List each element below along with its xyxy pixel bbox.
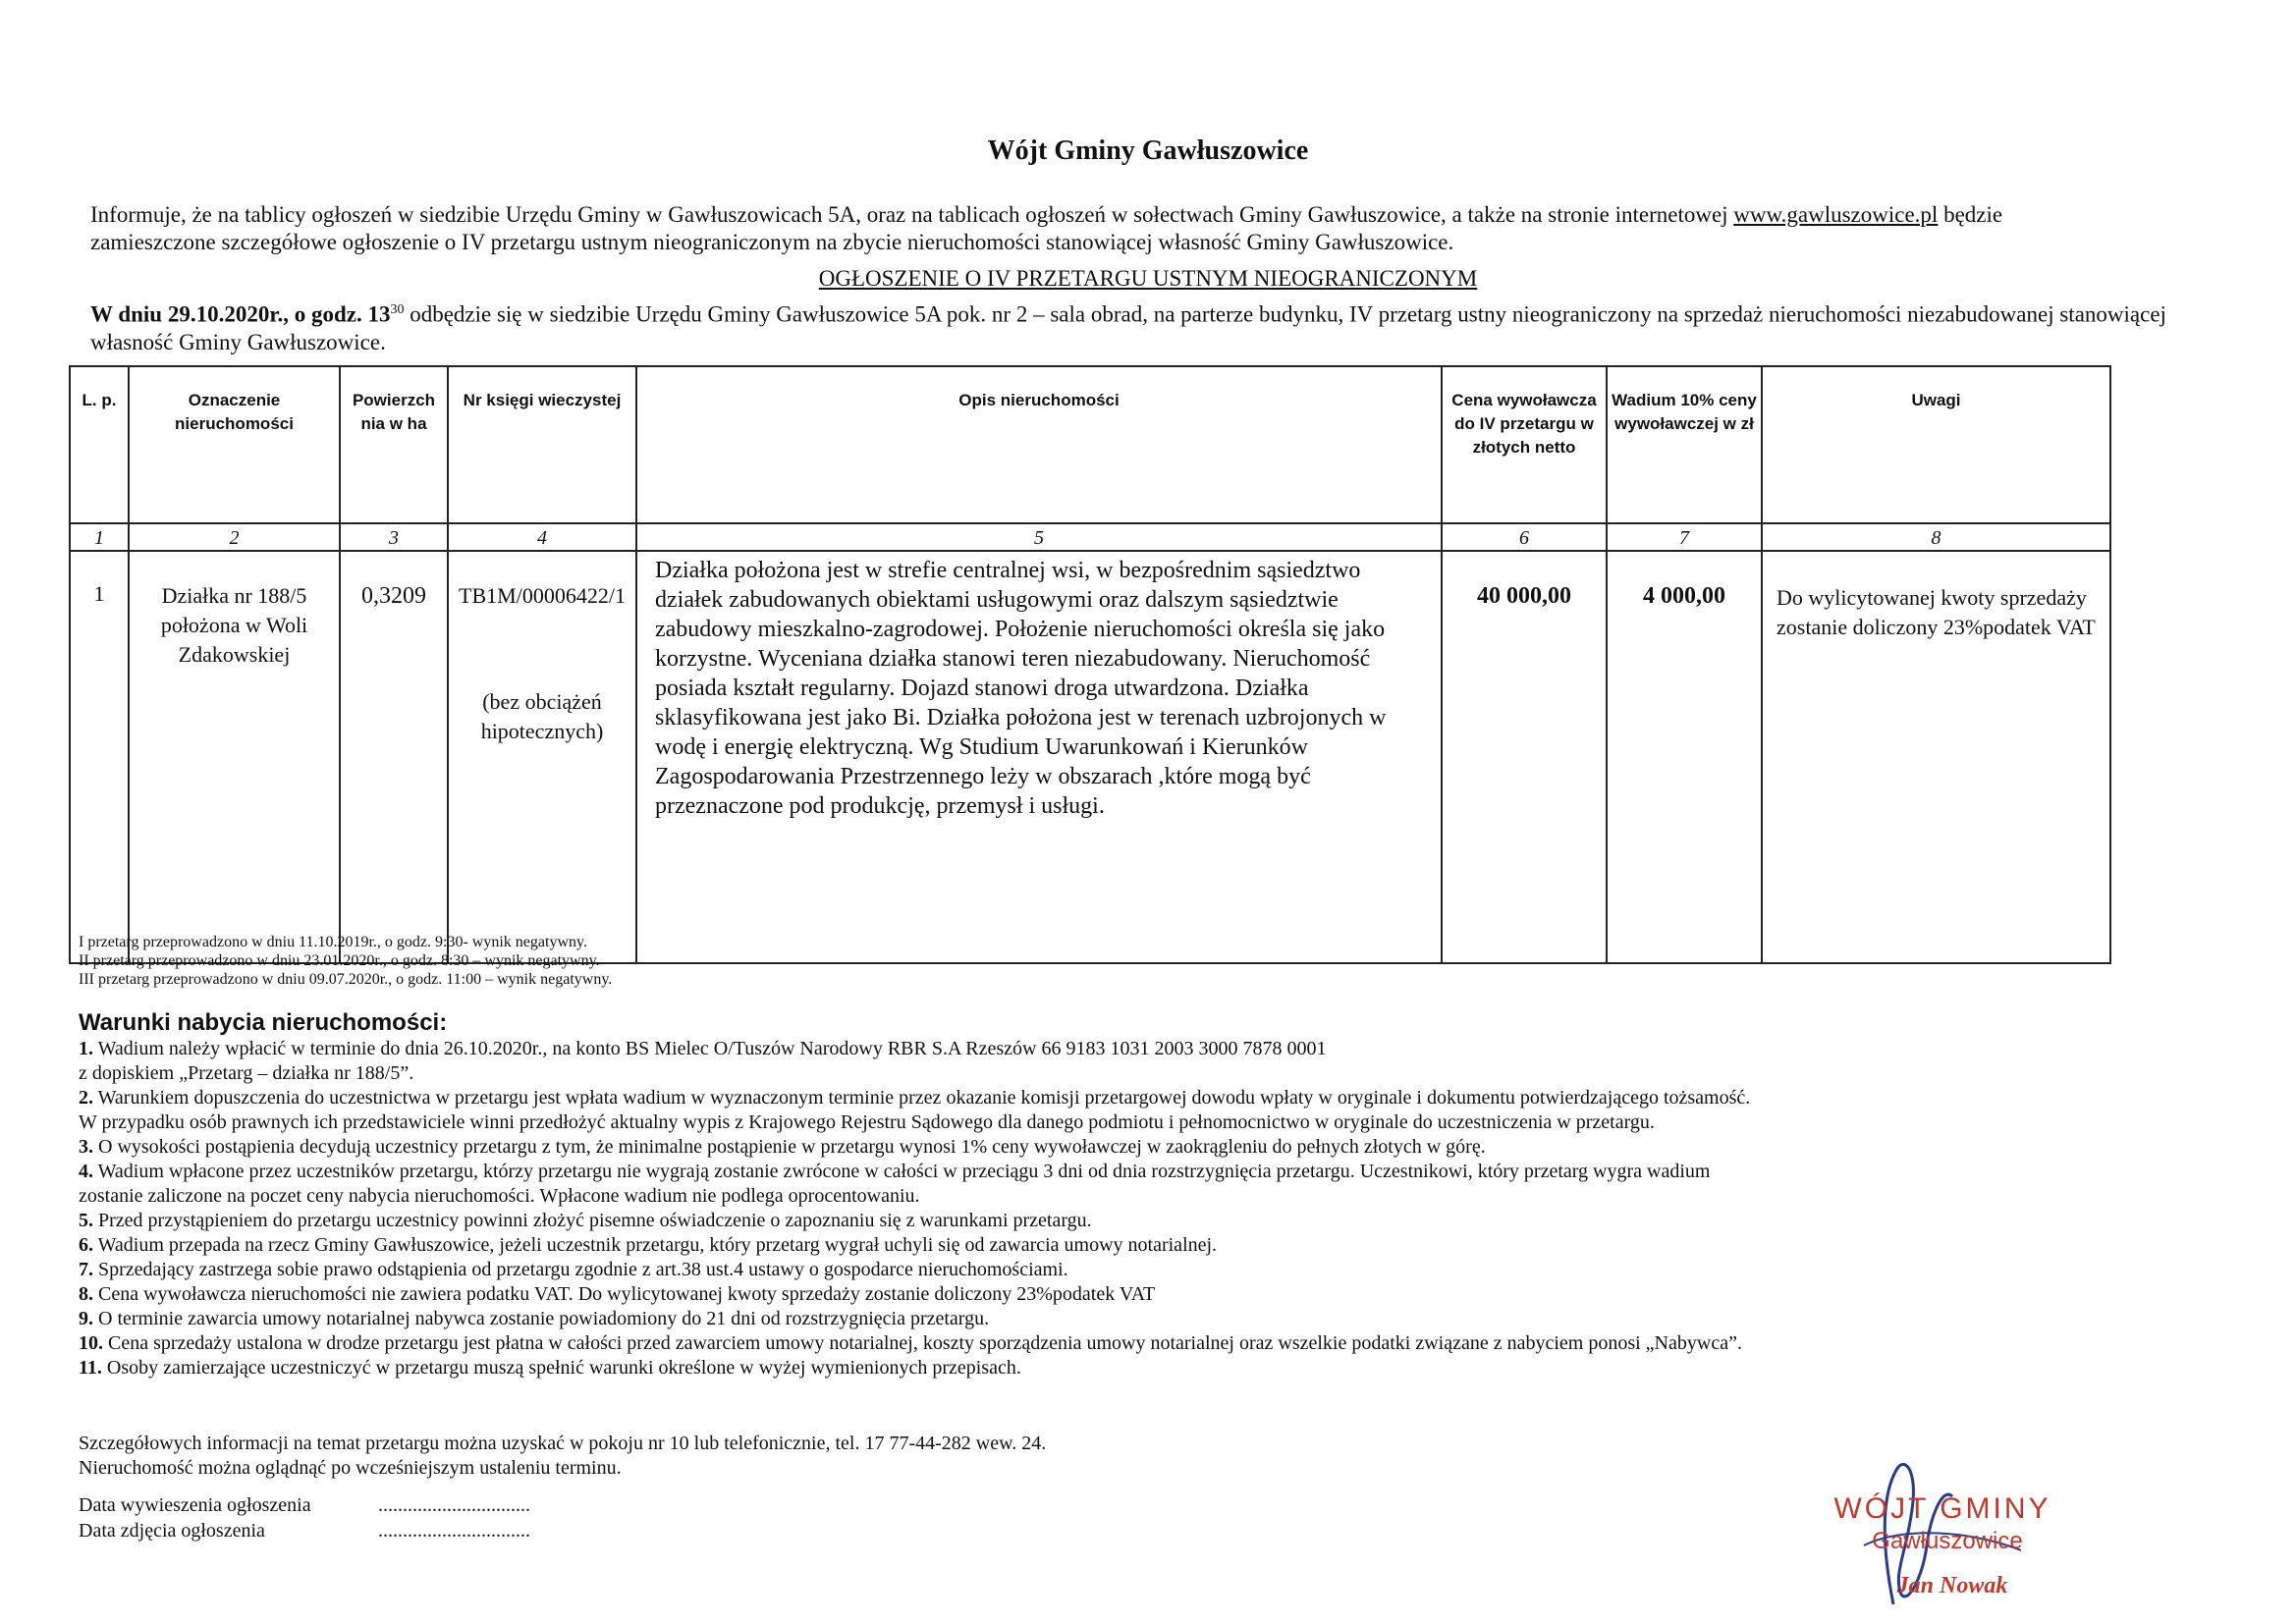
header-oznaczenie: Oznaczenie nieruchomości	[129, 366, 340, 523]
conditions-list	[79, 1037, 2229, 1380]
condition-item-continuation: zostanie zaliczone na poczet ceny nabycia nieruchomości. Wpłacone wadium nie podlega oprocentowaniu.	[79, 1185, 920, 1207]
header-powierzchnia: Powierzch nia w ha	[340, 366, 448, 523]
date-value: ...............................	[378, 1520, 530, 1542]
posting-dates	[79, 1492, 530, 1543]
condition-item	[79, 1209, 2229, 1233]
condition-number: 11.	[79, 1357, 102, 1379]
header-wadium: Wadium 10% ceny wywoławczej w zł	[1607, 366, 1762, 523]
condition-number: 9.	[79, 1308, 93, 1329]
announcement-heading: OGŁOSZENIE O IV PRZETARGU USTNYM NIEOGRANICZONYM	[818, 266, 1478, 291]
info-line: Szczegółowych informacji na temat przetargu można uzyskać w pokoju nr 10 lub telefonicznie, tel. 17 77-44-282 wew. 24.	[79, 1433, 1047, 1454]
condition-text: Cena wywoławcza nieruchomości nie zawiera podatku VAT. Do wylicytowanej kwoty sprzedaży zostanie doliczony 23%podatek VAT	[93, 1283, 1156, 1305]
info-line: Nieruchomość można oglądnąć po wcześniejszym ustaleniu terminu.	[79, 1457, 622, 1479]
date-row-posted	[79, 1492, 530, 1518]
document-title: Wójt Gminy Gawłuszowice	[987, 135, 1309, 166]
condition-number: 3.	[79, 1136, 93, 1158]
header-lp: L. p.	[70, 366, 129, 523]
column-number: 5	[636, 523, 1442, 551]
auction-date-paragraph	[90, 297, 2172, 356]
header-ksiega: Nr księgi wieczystej	[448, 366, 636, 523]
condition-number: 7.	[79, 1259, 93, 1280]
condition-text: O terminie zawarcia umowy notarialnej nabywca zostanie powiadomiony do 21 dni od rozstrzygnięcia przetargu.	[93, 1308, 990, 1329]
condition-text: Sprzedający zastrzega sobie prawo odstąpienia od przetargu zgodnie z art.38 ust.4 ustawy o gospodarce nieruchomościami.	[93, 1259, 1068, 1280]
history-item: I przetarg przeprowadzono w dniu 11.10.2019r., o godz. 9:30- wynik negatywny.	[79, 934, 587, 950]
cell-oznaczenie: Działka nr 188/5 położona w Woli Zdakowskiej	[129, 551, 340, 963]
condition-text: Cena sprzedaży ustalona w drodze przetargu jest płatna w całości przed zawarciem umowy notarialnej, koszty sporządzenia umowy notarialnej oraz wszelkie podatki związane z nabyciem ponosi „Nabywca”.	[103, 1332, 1742, 1354]
column-number: 4	[448, 523, 636, 551]
cell-opis: Działka położona jest w strefie centralnej wsi, w bezpośrednim sąsiedztwo działek zabudowanych obiektami usługowymi oraz dalszym sąsiedztwie zabudowy mieszkalno-zagrodowej. Położenie nieruchomości określa się jako korzystne. Wyceniana działka stanowi teren niezabudowany. Nieruchomość posiada kształt regularny. Dojazd stanowi droga utwardzona. Działka sklasyfikowana jest jako Bi. Działka położona jest w terenach uzbrojonych w wodę i energię elektryczną. Wg Studium Uwarunkowań i Kierunków Zagospodarowania Przestrzennego leży w obszarach ,które mogą być przeznaczone pod produkcję, przemysł i usługi.	[636, 551, 1442, 963]
column-number: 8	[1762, 523, 2110, 551]
column-number-row	[70, 523, 2110, 551]
auction-history	[79, 933, 612, 989]
condition-number: 4.	[79, 1161, 93, 1182]
stamp-name: Jan Nowak	[1896, 1573, 2008, 1598]
auction-time-minutes: 30	[390, 302, 405, 317]
header-opis: Opis nieruchomości	[636, 366, 1442, 523]
cell-lp: 1	[70, 551, 129, 963]
condition-text: Wadium należy wpłacić w terminie do dnia 26.10.2020r., na konto BS Mielec O/Tuszów Narodowy RBR S.A Rzeszów 66 9183 1031 2003 3000 7878 0001	[93, 1038, 1327, 1059]
column-number: 2	[129, 523, 340, 551]
cell-powierzchnia: 0,3209	[340, 551, 448, 963]
stamp-title: WÓJT GMINY	[1833, 1492, 2051, 1525]
condition-item	[79, 1282, 2229, 1307]
condition-text: Osoby zamierzające uczestniczyć w przetargu muszą spełnić warunki określone w wyżej wymienionych przepisach.	[101, 1357, 1021, 1379]
condition-number: 1.	[79, 1038, 93, 1059]
stamp-municipality: Gawłuszowice	[1872, 1528, 2023, 1554]
column-number: 6	[1442, 523, 1607, 551]
condition-item	[79, 1356, 2229, 1380]
condition-text: Wadium wpłacone przez uczestników przetargu, którzy przetargu nie wygrają zostanie zwrócone w całości w przeciągu 3 dni od dnia rozstrzygnięcia przetargu. Uczestnikowi, który przetarg wygra wadium	[93, 1161, 1711, 1182]
conditions-heading: Warunki nabycia nieruchomości:	[79, 1009, 448, 1036]
land-register-number: TB1M/00006422/1	[459, 583, 626, 608]
condition-item	[79, 1307, 2229, 1331]
condition-number: 10.	[79, 1332, 103, 1354]
date-row-removed	[79, 1518, 530, 1543]
history-item: III przetarg przeprowadzono w dniu 09.07.2020r., o godz. 11:00 – wynik negatywny.	[79, 971, 613, 988]
condition-text: Przed przystąpieniem do przetargu uczestnicy powinni złożyć pisemne oświadczenie o zapoznaniu się z warunkami przetargu.	[93, 1210, 1092, 1231]
condition-item	[79, 1331, 2229, 1356]
history-item: II przetarg przeprowadzono w dniu 23.01.2020r., o godz. 8:30 – wynik negatywny.	[79, 952, 600, 969]
cell-uwagi: Do wylicytowanej kwoty sprzedaży zostanie doliczony 23%podatek VAT	[1762, 551, 2110, 963]
auction-date: W dniu 29.10.2020r., o godz. 13	[90, 301, 391, 327]
land-register-note: (bez obciążeń hipotecznych)	[480, 689, 604, 743]
intro-text-2: będzie zamieszczone szczegółowe ogłoszenie o IV przetargu ustnym nieograniczonym na zbycie nieruchomości stanowiącej własność Gminy Gawłuszowice.	[90, 202, 2003, 254]
condition-text: O wysokości postąpienia decydują uczestnicy przetargu z tym, że minimalne postąpienie w przetargu wynosi 1% ceny wywoławczej w zaokrągleniu do pełnych złotych w górę.	[93, 1136, 1486, 1158]
cell-ksiega	[448, 551, 636, 963]
website-link[interactable]: www.gawluszowice.pl	[1733, 202, 1939, 227]
date-label: Data wywieszenia ogłoszenia	[79, 1494, 311, 1516]
condition-item	[79, 1086, 2229, 1110]
cell-wadium: 4 000,00	[1607, 551, 1762, 963]
condition-number: 2.	[79, 1087, 93, 1109]
condition-item	[79, 1258, 2229, 1282]
intro-text-1: Informuje, że na tablicy ogłoszeń w siedzibie Urzędu Gminy w Gawłuszowicach 5A, oraz na tablicach ogłoszeń w sołectwach Gminy Gawłuszowice, a także na stronie internetowej	[90, 202, 1734, 227]
date-value: ...............................	[378, 1494, 530, 1516]
condition-item	[79, 1233, 2229, 1258]
property-table	[69, 365, 2111, 964]
column-number: 7	[1607, 523, 1762, 551]
column-number: 3	[340, 523, 448, 551]
auction-location: odbędzie się w siedzibie Urzędu Gminy Gawłuszowice 5A pok. nr 2 – sala obrad, na parterze budynku, IV przetarg ustny nieograniczony na sprzedaż nieruchomości niezabudowanej stanowiącej własność Gminy Gawłuszowice.	[90, 301, 2166, 354]
condition-item-continuation: W przypadku osób prawnych ich przedstawiciele winni przedłożyć aktualny wypis z Krajowego Rejestru Sądowego dla danego podmiotu i pełnomocnictwo w oryginale do uczestniczenia w przetargu.	[79, 1111, 1655, 1133]
cell-cena: 40 000,00	[1442, 551, 1607, 963]
contact-info	[79, 1432, 1046, 1481]
header-cena: Cena wywoławcza do IV przetargu w złotych netto	[1442, 366, 1607, 523]
condition-item	[79, 1160, 2229, 1184]
condition-text: Wadium przepada na rzecz Gminy Gawłuszowice, jeżeli uczestnik przetargu, który przetarg wygrał uchyli się od zawarcia umowy notarialnej.	[93, 1234, 1218, 1256]
official-stamp	[1825, 1457, 2060, 1624]
condition-item	[79, 1037, 2229, 1061]
column-number: 1	[70, 523, 129, 551]
condition-number: 5.	[79, 1210, 93, 1231]
condition-number: 8.	[79, 1283, 93, 1305]
table-header-row	[70, 366, 2110, 523]
date-label: Data zdjęcia ogłoszenia	[79, 1520, 265, 1542]
condition-item-continuation: z dopiskiem „Przetarg – działka nr 188/5”.	[79, 1062, 414, 1084]
condition-number: 6.	[79, 1234, 93, 1256]
intro-paragraph	[90, 201, 2113, 256]
condition-item	[79, 1135, 2229, 1160]
header-uwagi: Uwagi	[1762, 366, 2110, 523]
table-row	[70, 551, 2110, 963]
condition-text: Warunkiem dopuszczenia do uczestnictwa w przetargu jest wpłata wadium w wyznaczonym terminie przez okazanie komisji przetargowej dowodu wpłaty w oryginale i dokumentu potwierdzającego tożsamość.	[93, 1087, 1751, 1109]
